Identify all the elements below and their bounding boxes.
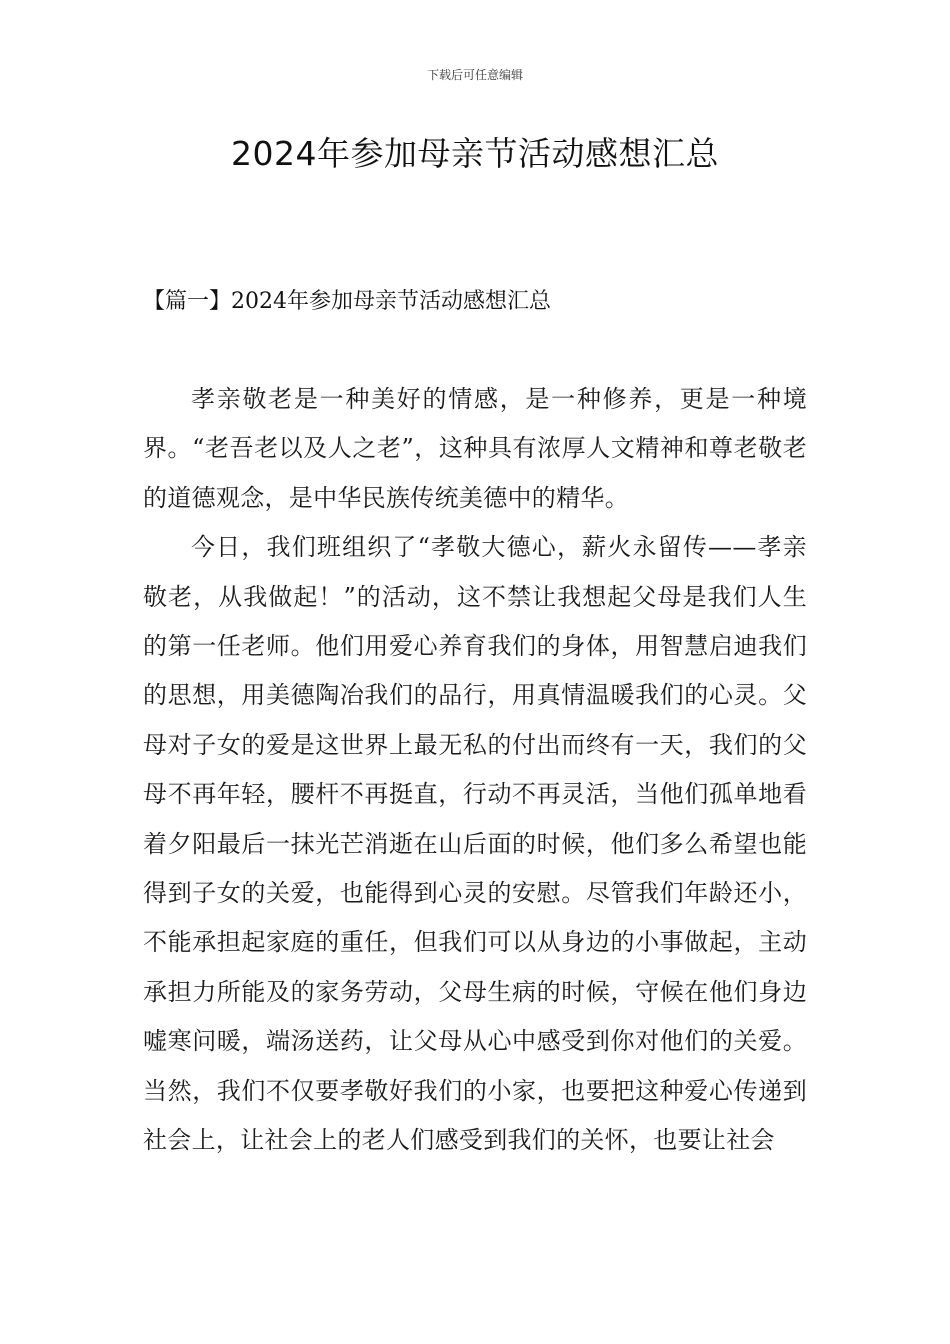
paragraph: 今日，我们班组织了“孝敬大德心，薪火永留传——孝亲敬老，从我做起！”的活动，这不禁让我想起父母是我们人生的第一任老师。他们用爱心养育我们的身体，用智慧启迪我们的思想，用美德陶冶我们的品行，用真情温暖我们的心灵。父母对子女的爱是这世界上最无私的付出而终有一天，我们的父母不再年轻，腰杆不再挺直，行动不再灵活，当他们孤单地看着夕阳最后一抹光芒消逝在山后面的时候，他们多么希望也能得到子女的关爱，也能得到心灵的安慰。尽管我们年龄还小，不能承担起家庭的重任，但我们可以从身边的小事做起，主动承担力所能及的家务劳动，父母生病的时候，守候在他们身边嘘寒问暖，端汤送药，让父母从心中感受到你对他们的关爱。当然，我们不仅要孝敬好我们的小家，也要把这种爱心传递到社会上，让社会上的老人们感受到我们的关怀，也要让社会 — [143, 533, 807, 1155]
section-heading: 【篇一】2024年参加母亲节活动感想汇总 — [143, 289, 551, 314]
document-title: 2024年参加母亲节活动感想汇总 — [231, 134, 719, 173]
header-note: 下载后可任意编辑 — [426, 68, 523, 82]
paragraph: 孝亲敬老是一种美好的情感，是一种修养，更是一种境界。“老吾老以及人之老”，这种具有浓厚人文精神和尊老敬老的道德观念，是中华民族传统美德中的精华。 — [143, 385, 807, 512]
body-text — [143, 375, 807, 1166]
